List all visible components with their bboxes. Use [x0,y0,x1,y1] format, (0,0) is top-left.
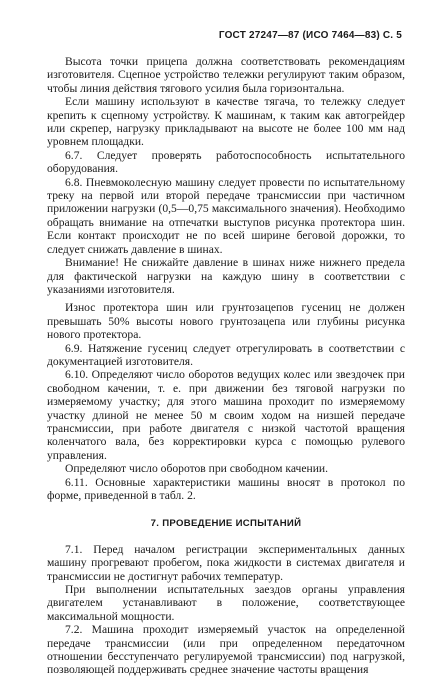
paragraph-7-1: 7.1. Перед началом регистрации экспериментальных данных машину прогревают пробегом, пока жидкости в системах двигателя и трансмиссии не достигнут рабочих температур. [47,542,405,583]
paragraph: Если машину используют в качестве тягача, то тележку следует крепить к сцепному устройству. К машинам, к таким как автогрейдер или скрепер, нагрузку прикладывают на высоте не более 100 мм над уровнем площадки. [47,95,405,149]
paragraph: Высота точки прицепа должна соответствовать рекомендациям изготовителя. Сцепное устройство тележки регулируют таким образом, чтобы линия действия тягового усилия была горизонтальна. [47,55,405,95]
paragraph-6-10: 6.10. Определяют число оборотов ведущих колес или звездочек при свободном качении, т. е. при движении без тяговой нагрузки по измеряемому участку; для этого машина проходит по измеряемому участку длиной не менее 50 м своим ходом на низшей передаче трансмиссии, при работе двигателя с низкой частотой вращения коленчатого вала, без корректировки курса с помощью рулевого управления. [47,368,405,462]
paragraph-6-8: 6.8. Пневмоколесную машину следует провести по испытательному треку на первой или второй передаче трансмиссии при частичном приложении нагрузки (0,5—0,75 максимального значения). Необходимо обращать внимание на отпечатки выступов рисунка протектора шин. Если контакт происходит не по всей ширине беговой дорожки, то следует снижать давление в шинах. [47,175,405,256]
section-title: 7. ПРОВЕДЕНИЕ ИСПЫТАНИЙ [150,518,302,530]
paragraph-7-2: 7.2. Машина проходит измеряемый участок на определенной передаче трансмиссии (или при определенном передаточном отношении бесступенчато регулируемой трансмиссии) под нагрузкой, позволяющей поддерживать среднее значение частоты вращения [47,623,405,677]
paragraph: При выполнении испытательных заездов органы управления двигателем устанавливают в положение, соответствующее максимальной мощности. [47,583,405,623]
paragraph-6-9: 6.9. Натяжение гусениц следует отрегулировать в соответствии с документацией изготовителя. [47,341,405,368]
paragraph: Определяют число оборотов при свободном качении. [65,462,329,476]
document-body [47,55,405,677]
page-header: ГОСТ 27247—87 (ИСО 7464—83) С. 5 [218,30,402,41]
paragraph: Износ протектора шин или грунтозацепов гусениц не должен превышать 50% высоты нового грунтозацепа или глубины рисунка нового протектора. [47,301,405,342]
paragraph-6-7: 6.7. Следует проверять работоспособность испытательного оборудования. [47,148,405,176]
paragraph-6-11: 6.11. Основные характеристики машины вносят в протокол по форме, приведенной в табл. 2. [47,475,405,502]
warning-note: Внимание! Не снижайте давление в шинах ниже нижнего предела для фактической нагрузки на каждую шину в соответствии с указаниями изготовителя. [47,256,405,296]
